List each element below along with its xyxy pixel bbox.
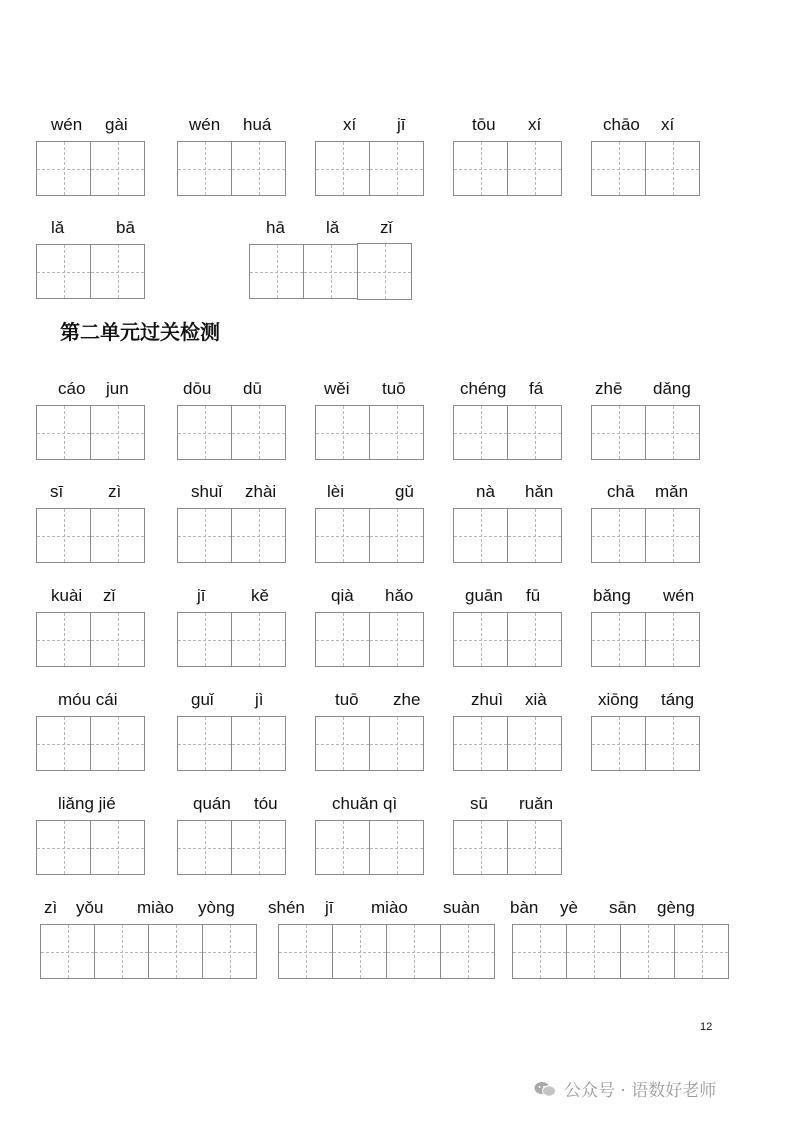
word-item [453, 688, 563, 774]
writing-box[interactable] [440, 924, 495, 979]
writing-box[interactable] [148, 924, 203, 979]
pinyin-syllable: chā [607, 482, 635, 501]
pinyin-line [315, 792, 425, 818]
pinyin-syllable: dǎng [653, 379, 691, 398]
writing-box[interactable] [315, 508, 370, 563]
writing-box[interactable] [507, 716, 562, 771]
writing-box[interactable] [36, 508, 91, 563]
pinyin-syllable: suàn [443, 898, 480, 917]
tian-grid [453, 820, 561, 875]
word-item [315, 113, 425, 199]
pinyin-syllable: jun [106, 379, 129, 398]
writing-box[interactable] [369, 141, 424, 196]
pinyin-syllable: móu cái [58, 690, 118, 709]
pinyin-syllable: dōu [183, 379, 212, 398]
writing-box[interactable] [315, 820, 370, 875]
pinyin-line [177, 584, 287, 610]
pinyin-line [591, 113, 701, 139]
word-item [177, 113, 287, 199]
writing-box[interactable] [566, 924, 621, 979]
page-number: 12 [700, 1021, 713, 1033]
pinyin-line [512, 896, 732, 922]
pinyin-syllable: tōu [472, 115, 496, 134]
pinyin-syllable: bā [116, 218, 135, 237]
pinyin-syllable: jī [325, 898, 334, 917]
pinyin-syllable: zhài [245, 482, 277, 501]
tian-grid [453, 716, 561, 771]
writing-box[interactable] [231, 508, 286, 563]
tian-grid [36, 716, 144, 771]
word-item [177, 584, 287, 670]
pinyin-line [315, 480, 425, 506]
writing-box[interactable] [591, 612, 646, 667]
word-item [591, 688, 701, 774]
pinyin-line [36, 377, 146, 403]
writing-box[interactable] [369, 508, 424, 563]
writing-box[interactable] [40, 924, 95, 979]
pinyin-line [315, 584, 425, 610]
tian-grid [315, 612, 423, 667]
pinyin-syllable: yòng [198, 898, 235, 917]
tian-grid [36, 244, 144, 299]
pinyin-syllable: zhe [393, 690, 421, 709]
pinyin-syllable: guān [465, 586, 503, 605]
writing-box[interactable] [231, 141, 286, 196]
pinyin-line [36, 688, 146, 714]
writing-box[interactable] [315, 716, 370, 771]
pinyin-syllable: kuài [51, 586, 83, 605]
pinyin-line [36, 113, 146, 139]
pinyin-line [453, 792, 563, 818]
pinyin-line [36, 792, 146, 818]
word-item [315, 792, 425, 878]
pinyin-line [177, 792, 287, 818]
pinyin-syllable: cáo [58, 379, 86, 398]
tian-grid [591, 612, 699, 667]
pinyin-line [249, 216, 414, 242]
tian-grid [36, 141, 144, 196]
writing-box[interactable] [507, 820, 562, 875]
pinyin-line [453, 480, 563, 506]
writing-box[interactable] [278, 924, 333, 979]
writing-box[interactable] [369, 716, 424, 771]
pinyin-syllable: gài [105, 115, 128, 134]
pinyin-syllable: qià [331, 586, 354, 605]
pinyin-syllable: jī [197, 586, 206, 605]
writing-box[interactable] [36, 244, 91, 299]
writing-box[interactable] [645, 141, 700, 196]
writing-box[interactable] [453, 141, 508, 196]
word-item [315, 480, 425, 566]
tian-grid [36, 820, 144, 875]
pinyin-syllable: chéng [460, 379, 507, 398]
writing-box[interactable] [177, 612, 232, 667]
pinyin-syllable: nà [476, 482, 495, 501]
pinyin-syllable: dū [243, 379, 262, 398]
writing-box[interactable] [36, 612, 91, 667]
writing-box[interactable] [453, 612, 508, 667]
writing-box[interactable] [36, 141, 91, 196]
writing-box[interactable] [645, 716, 700, 771]
writing-box[interactable] [177, 820, 232, 875]
pinyin-syllable: wén [663, 586, 695, 605]
tian-grid [315, 508, 423, 563]
writing-box[interactable] [591, 141, 646, 196]
pinyin-syllable: zhē [595, 379, 623, 398]
pinyin-syllable: yǒu [76, 898, 104, 917]
pinyin-syllable: mǎn [655, 482, 689, 501]
word-item [591, 113, 701, 199]
writing-box[interactable] [507, 508, 562, 563]
pinyin-syllable: shén [268, 898, 305, 917]
pinyin-syllable: tuō [335, 690, 359, 709]
writing-box[interactable] [386, 924, 441, 979]
tian-grid [315, 716, 423, 771]
word-item [315, 584, 425, 670]
tian-grid [177, 716, 285, 771]
writing-box[interactable] [620, 924, 675, 979]
tian-grid [249, 244, 411, 300]
tian-grid [591, 405, 699, 460]
tian-grid [177, 820, 285, 875]
writing-box[interactable] [90, 612, 145, 667]
pinyin-line [591, 584, 701, 610]
writing-box[interactable] [453, 508, 508, 563]
pinyin-line [40, 896, 260, 922]
writing-box[interactable] [674, 924, 729, 979]
pinyin-line [268, 896, 498, 922]
word-item [36, 216, 146, 302]
pinyin-syllable: zǐ [380, 218, 393, 237]
tian-grid [36, 508, 144, 563]
pinyin-syllable: hǎo [385, 586, 414, 605]
pinyin-syllable: xí [343, 115, 357, 134]
pinyin-syllable: kě [251, 586, 269, 605]
pinyin-syllable: chuǎn qì [332, 794, 398, 813]
writing-box[interactable] [177, 141, 232, 196]
writing-box[interactable] [90, 244, 145, 299]
pinyin-line [591, 688, 701, 714]
pinyin-syllable: xí [528, 115, 542, 134]
tian-grid [453, 405, 561, 460]
pinyin-line [315, 688, 425, 714]
writing-box[interactable] [177, 508, 232, 563]
writing-box[interactable] [591, 405, 646, 460]
pinyin-syllable: miào [371, 898, 408, 917]
tian-grid [177, 141, 285, 196]
pinyin-syllable: bàn [510, 898, 539, 917]
pinyin-line [591, 377, 701, 403]
wechat-icon [534, 1081, 556, 1097]
tian-grid [278, 924, 494, 979]
pinyin-line [177, 688, 287, 714]
word-item [36, 480, 146, 566]
word-item [453, 792, 563, 878]
writing-box[interactable] [231, 716, 286, 771]
pinyin-syllable: bǎng [593, 586, 631, 605]
pinyin-syllable: tóu [254, 794, 278, 813]
writing-box[interactable] [36, 820, 91, 875]
pinyin-syllable: gèng [657, 898, 695, 917]
pinyin-syllable: xià [525, 690, 547, 709]
writing-box[interactable] [315, 612, 370, 667]
writing-box[interactable] [90, 141, 145, 196]
word-item [177, 792, 287, 878]
pinyin-line [591, 480, 701, 506]
pinyin-syllable: liǎng jié [58, 794, 116, 813]
pinyin-syllable: guǐ [191, 690, 214, 709]
pinyin-syllable: sū [470, 794, 488, 813]
watermark [534, 1076, 716, 1101]
pinyin-line [177, 377, 287, 403]
pinyin-line [453, 584, 563, 610]
writing-box[interactable] [231, 405, 286, 460]
writing-box[interactable] [591, 508, 646, 563]
pinyin-syllable: wén [51, 115, 83, 134]
writing-box[interactable] [507, 141, 562, 196]
pinyin-syllable: huá [243, 115, 272, 134]
pinyin-syllable: wěi [324, 379, 350, 398]
writing-box[interactable] [453, 716, 508, 771]
writing-box[interactable] [36, 716, 91, 771]
pinyin-syllable: zǐ [103, 586, 116, 605]
writing-box[interactable] [645, 405, 700, 460]
pinyin-syllable: hǎn [525, 482, 554, 501]
word-item [36, 584, 146, 670]
tian-grid [512, 924, 728, 979]
word-item [591, 377, 701, 463]
tian-grid [36, 612, 144, 667]
pinyin-syllable: chāo [603, 115, 640, 134]
tian-grid [591, 716, 699, 771]
word-item [591, 480, 701, 566]
word-item [315, 377, 425, 463]
writing-box[interactable] [453, 820, 508, 875]
pinyin-line [453, 688, 563, 714]
writing-box[interactable] [591, 716, 646, 771]
watermark-text: 公众号 · 语数好老师 [564, 1081, 717, 1101]
word-item [36, 688, 146, 774]
writing-box[interactable] [177, 716, 232, 771]
pinyin-line [177, 480, 287, 506]
tian-grid [315, 820, 423, 875]
pinyin-syllable: yè [560, 898, 578, 917]
word-item [177, 377, 287, 463]
writing-box[interactable] [512, 924, 567, 979]
pinyin-line [36, 216, 146, 242]
pinyin-syllable: wén [189, 115, 221, 134]
pinyin-line [315, 113, 425, 139]
writing-box[interactable] [369, 405, 424, 460]
word-item [268, 896, 498, 982]
writing-box[interactable] [507, 612, 562, 667]
tian-grid [453, 508, 561, 563]
word-item [249, 216, 414, 302]
writing-box[interactable] [202, 924, 257, 979]
tian-grid [591, 141, 699, 196]
pinyin-syllable: zì [44, 898, 58, 917]
writing-box[interactable] [90, 716, 145, 771]
pinyin-line [453, 113, 563, 139]
writing-box[interactable] [357, 243, 412, 300]
pinyin-syllable: hā [266, 218, 285, 237]
pinyin-syllable: fá [529, 379, 544, 398]
word-item [40, 896, 260, 982]
tian-grid [591, 508, 699, 563]
word-item [177, 688, 287, 774]
writing-box[interactable] [645, 612, 700, 667]
word-item [36, 377, 146, 463]
pinyin-syllable: xí [661, 115, 675, 134]
pinyin-syllable: sī [50, 482, 64, 501]
pinyin-syllable: miào [137, 898, 174, 917]
tian-grid [177, 508, 285, 563]
pinyin-syllable: quán [193, 794, 231, 813]
pinyin-syllable: ruǎn [519, 794, 554, 813]
word-item [453, 584, 563, 670]
writing-box[interactable] [369, 612, 424, 667]
tian-grid [36, 405, 144, 460]
pinyin-syllable: lǎ [326, 218, 340, 237]
writing-box[interactable] [177, 405, 232, 460]
word-item [512, 896, 732, 982]
writing-box[interactable] [36, 405, 91, 460]
writing-box[interactable] [90, 508, 145, 563]
tian-grid [177, 405, 285, 460]
word-item [36, 792, 146, 878]
word-item [36, 113, 146, 199]
writing-box[interactable] [507, 405, 562, 460]
pinyin-syllable: gǔ [395, 482, 414, 501]
word-item [177, 480, 287, 566]
writing-box[interactable] [332, 924, 387, 979]
pinyin-syllable: lèi [327, 482, 345, 501]
pinyin-syllable: jì [255, 690, 264, 709]
writing-box[interactable] [303, 244, 358, 299]
word-item [315, 688, 425, 774]
pinyin-line [315, 377, 425, 403]
section-heading: 第二单元过关检测 [60, 320, 220, 344]
pinyin-line [177, 113, 287, 139]
writing-box[interactable] [231, 612, 286, 667]
writing-box[interactable] [645, 508, 700, 563]
tian-grid [40, 924, 256, 979]
pinyin-line [453, 377, 563, 403]
writing-box[interactable] [249, 244, 304, 299]
pinyin-syllable: zhuì [471, 690, 504, 709]
tian-grid [315, 405, 423, 460]
pinyin-syllable: sān [609, 898, 637, 917]
writing-box[interactable] [90, 405, 145, 460]
pinyin-syllable: xiōng [598, 690, 639, 709]
writing-box[interactable] [315, 141, 370, 196]
word-item [453, 377, 563, 463]
pinyin-syllable: jī [397, 115, 406, 134]
word-item [591, 584, 701, 670]
tian-grid [453, 141, 561, 196]
word-item [453, 113, 563, 199]
writing-box[interactable] [315, 405, 370, 460]
pinyin-line [36, 480, 146, 506]
pinyin-syllable: tuō [382, 379, 406, 398]
pinyin-syllable: zì [108, 482, 122, 501]
pinyin-syllable: lǎ [51, 218, 65, 237]
writing-box[interactable] [453, 405, 508, 460]
tian-grid [453, 612, 561, 667]
word-item [453, 480, 563, 566]
writing-box[interactable] [94, 924, 149, 979]
writing-box[interactable] [369, 820, 424, 875]
tian-grid [177, 612, 285, 667]
pinyin-syllable: shuǐ [191, 482, 223, 501]
writing-box[interactable] [90, 820, 145, 875]
pinyin-line [36, 584, 146, 610]
writing-box[interactable] [231, 820, 286, 875]
pinyin-syllable: táng [661, 690, 695, 709]
pinyin-syllable: fū [526, 586, 541, 605]
tian-grid [315, 141, 423, 196]
